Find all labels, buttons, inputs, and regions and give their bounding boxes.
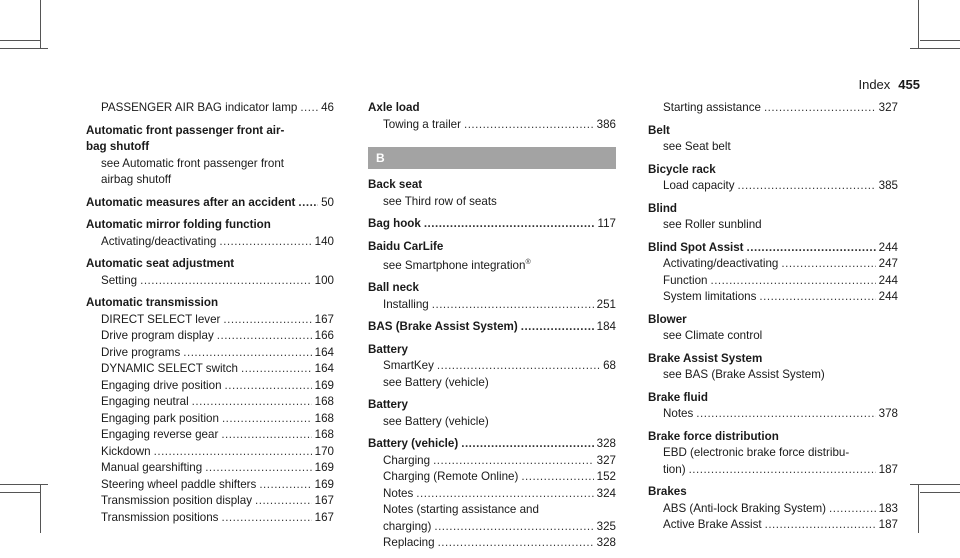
entry-label: Engaging drive position <box>101 378 222 392</box>
index-subentry <box>648 501 898 518</box>
index-entry <box>648 429 898 479</box>
entry-label: PASSENGER AIR BAG indicator lamp <box>101 101 298 114</box>
entry-label: see Smartphone integration <box>383 258 526 272</box>
index-entry <box>86 195 334 212</box>
page-ref: 140 <box>314 234 334 248</box>
index-subentry <box>368 414 616 431</box>
index-entry-title <box>648 429 898 446</box>
entry-label: see Climate control <box>663 329 763 342</box>
entry-label: Automatic measures after an accident <box>86 195 296 209</box>
crop-mark <box>0 48 48 49</box>
index-entry-title <box>648 312 898 329</box>
index-subentry <box>368 486 616 503</box>
leader-dots <box>219 234 311 251</box>
index-subentry <box>86 156 334 173</box>
crop-mark <box>920 492 960 493</box>
entry-label: Activating/deactivating <box>101 234 217 248</box>
page-ref: 187 <box>878 462 898 476</box>
entry-label: Battery (vehicle) <box>368 437 459 451</box>
page-ref: 166 <box>314 329 334 342</box>
index-subentry <box>368 117 616 134</box>
page-ref: 164 <box>314 362 334 375</box>
index-entry-title <box>648 390 898 407</box>
leader-dots <box>829 501 876 518</box>
entry-label: Replacing <box>383 536 435 550</box>
index-entry <box>368 239 616 275</box>
entry-label: Charging (Remote Online) <box>383 470 519 484</box>
entry-label: tion) <box>663 462 686 476</box>
entry-label: Baidu CarLife <box>368 239 444 253</box>
entry-label: Battery <box>368 342 408 356</box>
crop-mark <box>0 40 40 41</box>
index-subentry <box>648 178 898 195</box>
index-entry-title <box>86 217 334 234</box>
entry-label: see Roller sunblind <box>663 218 762 231</box>
index-entry <box>86 295 334 526</box>
index-entry <box>86 256 334 289</box>
leader-dots <box>241 361 312 378</box>
index-entry <box>368 216 616 233</box>
leader-dots <box>298 195 318 212</box>
entry-label: Charging <box>383 453 431 467</box>
index-subentry <box>368 453 616 470</box>
index-entry-title <box>368 280 616 297</box>
index-entry <box>648 123 898 156</box>
index-subentry <box>86 328 334 345</box>
index-entry <box>368 280 616 313</box>
entry-label: Function <box>663 273 708 287</box>
page-ref: 328 <box>596 437 616 451</box>
page-ref: 187 <box>878 518 898 531</box>
index-entry-title <box>368 177 616 194</box>
index-entry <box>368 436 616 552</box>
index-subentry <box>368 358 616 375</box>
index-subentry <box>368 255 616 274</box>
entry-label: Brakes <box>648 485 687 498</box>
entry-label: see BAS (Brake Assist System) <box>663 368 825 381</box>
page-ref: 164 <box>314 345 334 359</box>
leader-dots <box>765 517 876 534</box>
page-ref: 68 <box>603 359 616 373</box>
index-subentry <box>86 172 334 189</box>
entry-label: Transmission positions <box>101 510 219 524</box>
entry-label: Belt <box>648 123 670 137</box>
index-entry <box>86 100 334 117</box>
index-subentry <box>648 462 898 479</box>
entry-label: SmartKey <box>383 359 434 373</box>
entry-label: Starting assistance <box>663 101 761 114</box>
page-ref: 324 <box>596 486 616 500</box>
page-ref: 169 <box>314 477 334 491</box>
leader-dots <box>738 178 876 195</box>
index-column-1 <box>86 100 334 532</box>
index-entry-title <box>368 397 616 414</box>
index-entry-title <box>648 123 898 140</box>
leader-dots <box>710 273 875 290</box>
entry-label: ABS (Anti-lock Braking System) <box>663 501 827 515</box>
index-subentry <box>86 510 334 527</box>
entry-label: Automatic seat adjustment <box>86 257 235 270</box>
leader-dots <box>764 100 876 117</box>
entry-label: Brake force distribution <box>648 429 779 443</box>
entry-label: Active Brake Assist <box>663 518 762 531</box>
index-entry <box>648 484 898 534</box>
entry-label: see Seat belt <box>663 140 731 153</box>
index-subentry <box>648 273 898 290</box>
index-entry <box>368 319 616 336</box>
entry-label: Blower <box>648 312 687 326</box>
index-subentry <box>86 477 334 494</box>
page-ref: 327 <box>596 453 616 467</box>
page-ref: 168 <box>314 395 334 408</box>
entry-label: Manual gearshifting <box>101 461 203 474</box>
section-label: Index <box>858 77 891 92</box>
leader-dots <box>689 462 876 479</box>
page-number: 455 <box>898 77 920 92</box>
entry-label: Bicycle rack <box>648 162 716 176</box>
index-subentry <box>648 139 898 156</box>
index-subentry <box>86 427 334 444</box>
index-entry-title <box>86 195 334 212</box>
page-ref: 386 <box>596 117 616 131</box>
page-ref: 325 <box>596 519 616 533</box>
leader-dots <box>433 453 594 470</box>
entry-label: see Third row of seats <box>383 194 497 208</box>
page-ref: 152 <box>596 470 616 484</box>
index-entry <box>648 351 898 384</box>
entry-label: Drive programs <box>101 345 181 359</box>
leader-dots <box>521 469 593 486</box>
leader-dots <box>696 406 875 423</box>
entry-label: Brake Assist System <box>648 351 763 365</box>
entry-label: Axle load <box>368 101 420 114</box>
crop-mark <box>920 40 960 41</box>
index-subentry <box>86 234 334 251</box>
page-ref: 169 <box>314 461 334 474</box>
index-entry <box>86 123 334 189</box>
index-entry <box>368 177 616 210</box>
index-subentry <box>86 411 334 428</box>
page-ref: 117 <box>597 217 616 230</box>
page-ref: 167 <box>314 510 334 524</box>
leader-dots <box>259 477 311 494</box>
entry-label: Transmission position display <box>101 494 252 507</box>
index-entry-title <box>86 295 334 312</box>
entry-label: Load capacity <box>663 179 735 192</box>
index-subentry <box>648 445 898 462</box>
index-entry-title <box>368 319 616 336</box>
entry-label: Bag hook <box>368 217 421 230</box>
index-subentry <box>86 378 334 395</box>
index-entry <box>368 342 616 392</box>
entry-label: Blind <box>648 201 677 215</box>
index-entry <box>648 390 898 423</box>
index-subentry <box>368 297 616 314</box>
crop-mark <box>910 48 960 49</box>
index-subentry <box>86 100 334 117</box>
index-subentry <box>86 460 334 477</box>
leader-dots <box>759 289 875 306</box>
page-ref: 169 <box>314 378 334 392</box>
entry-label: Ball neck <box>368 281 419 295</box>
entry-label: DIRECT SELECT lever <box>101 312 221 326</box>
page-ref: 167 <box>314 494 334 507</box>
index-subentry <box>86 361 334 378</box>
index-column-3 <box>648 100 898 540</box>
entry-label: Activating/deactivating <box>663 257 779 270</box>
index-entry <box>648 240 898 306</box>
leader-dots <box>255 493 312 510</box>
leader-dots <box>461 436 593 453</box>
index-subentry <box>368 194 616 211</box>
leader-dots <box>140 273 312 290</box>
leader-dots <box>223 312 311 329</box>
index-entry <box>648 162 898 195</box>
entry-label: Automatic transmission <box>86 296 219 309</box>
entry-label: see Automatic front passenger front <box>101 156 285 170</box>
index-entry-title <box>648 162 898 179</box>
letter-band: B <box>368 147 616 169</box>
entry-label: Notes <box>383 486 414 500</box>
entry-label: Installing <box>383 297 429 311</box>
index-entry <box>86 217 334 250</box>
index-entry-title <box>368 342 616 359</box>
index-subentry <box>86 345 334 362</box>
index-entry-title <box>368 216 616 233</box>
index-entry <box>368 100 616 133</box>
index-subentry <box>368 375 616 392</box>
index-subentry <box>368 469 616 486</box>
index-entry-title <box>368 100 616 117</box>
leader-dots <box>432 297 594 314</box>
leader-dots <box>416 486 593 503</box>
leader-dots <box>183 345 311 362</box>
page-header <box>858 77 920 92</box>
index-subentry <box>648 100 898 117</box>
index-subentry <box>648 217 898 234</box>
leader-dots <box>521 319 594 336</box>
index-entry-title: Automatic front passenger front air- <box>86 123 285 137</box>
entry-label: charging) <box>383 519 432 533</box>
leader-dots <box>154 444 312 461</box>
page-ref: 247 <box>878 257 898 270</box>
index-subentry <box>86 394 334 411</box>
index-column-2 <box>368 100 616 558</box>
entry-label: EBD (electronic brake force distribu- <box>663 446 850 459</box>
page-ref: 244 <box>878 240 898 254</box>
page-ref: 168 <box>314 428 334 441</box>
page-ref: 328 <box>596 536 616 550</box>
entry-label: DYNAMIC SELECT switch <box>101 362 239 375</box>
entry-label: Automatic mirror folding function <box>86 218 271 231</box>
index-subentry <box>648 367 898 384</box>
entry-label: see Battery (vehicle) <box>383 414 489 428</box>
crop-mark <box>40 0 41 48</box>
entry-label: Steering wheel paddle shifters <box>101 477 257 491</box>
leader-dots <box>221 510 311 527</box>
index-subentry <box>648 256 898 273</box>
entry-label: Battery <box>368 398 408 412</box>
crop-mark <box>918 484 919 533</box>
index-subentry <box>648 517 898 534</box>
entry-label: BAS (Brake Assist System) <box>368 320 518 334</box>
leader-dots <box>222 411 312 428</box>
index-subentry <box>86 273 334 290</box>
index-entry <box>648 201 898 234</box>
entry-label: System limitations <box>663 290 757 303</box>
leader-dots <box>225 378 312 395</box>
leader-dots <box>217 328 312 345</box>
entry-label: Back seat <box>368 178 423 191</box>
page-ref: 327 <box>878 101 898 114</box>
entry-label: Notes (starting assistance and <box>383 503 539 517</box>
index-entry-title <box>368 436 616 453</box>
index-subentry <box>86 444 334 461</box>
entry-label: Engaging reverse gear <box>101 428 219 441</box>
page-ref: 50 <box>321 195 334 209</box>
index-subentry <box>648 289 898 306</box>
index-entry-title <box>648 240 898 257</box>
index-entry-title: bag shutoff <box>86 140 150 153</box>
page-ref: 168 <box>314 411 334 425</box>
leader-dots <box>300 100 318 117</box>
leader-dots <box>205 460 311 477</box>
page-ref: 244 <box>878 290 898 303</box>
index-subentry <box>86 312 334 329</box>
leader-dots <box>221 427 311 444</box>
entry-label: Kickdown <box>101 444 151 458</box>
index-entry-title <box>648 201 898 218</box>
page-ref: 385 <box>878 179 898 192</box>
index-subentry <box>648 328 898 345</box>
index-entry <box>648 312 898 345</box>
index-subentry <box>86 493 334 510</box>
entry-label: see Battery (vehicle) <box>383 375 489 389</box>
leader-dots <box>438 535 594 552</box>
entry-label: Blind Spot Assist <box>648 240 744 254</box>
crop-mark <box>918 0 919 48</box>
page-ref: 170 <box>314 444 334 458</box>
entry-label: Notes <box>663 407 694 420</box>
crop-mark <box>40 484 41 533</box>
page-ref: 184 <box>596 320 616 334</box>
leader-dots <box>464 117 594 134</box>
registered-mark: ® <box>525 259 531 266</box>
index-entry-title <box>368 239 616 256</box>
page-ref: 244 <box>878 273 898 287</box>
entry-label: Drive program display <box>101 329 214 342</box>
entry-label: airbag shutoff <box>101 173 172 186</box>
entry-label: Towing a trailer <box>383 117 461 131</box>
index-entry-title <box>648 351 898 368</box>
page-ref: 46 <box>321 101 334 114</box>
leader-dots <box>192 394 312 411</box>
index-entry <box>648 100 898 117</box>
entry-label: Engaging neutral <box>101 395 189 408</box>
index-subentry <box>368 502 616 519</box>
index-entry-title <box>648 484 898 501</box>
crop-mark <box>0 492 40 493</box>
index-entry <box>368 397 616 430</box>
entry-label: Engaging park position <box>101 411 219 425</box>
entry-label: Setting <box>101 273 138 287</box>
index-subentry <box>648 406 898 423</box>
page-ref: 183 <box>878 501 898 515</box>
index-subentry <box>368 535 616 552</box>
leader-dots <box>437 358 600 375</box>
page-ref: 167 <box>314 312 334 326</box>
page-ref: 378 <box>878 407 898 420</box>
page-ref: 251 <box>596 297 616 311</box>
leader-dots <box>747 240 876 257</box>
leader-dots <box>781 256 875 273</box>
entry-label: Brake fluid <box>648 390 708 404</box>
page-ref: 100 <box>314 273 334 287</box>
leader-dots <box>424 216 595 233</box>
index-entry-title <box>86 256 334 273</box>
